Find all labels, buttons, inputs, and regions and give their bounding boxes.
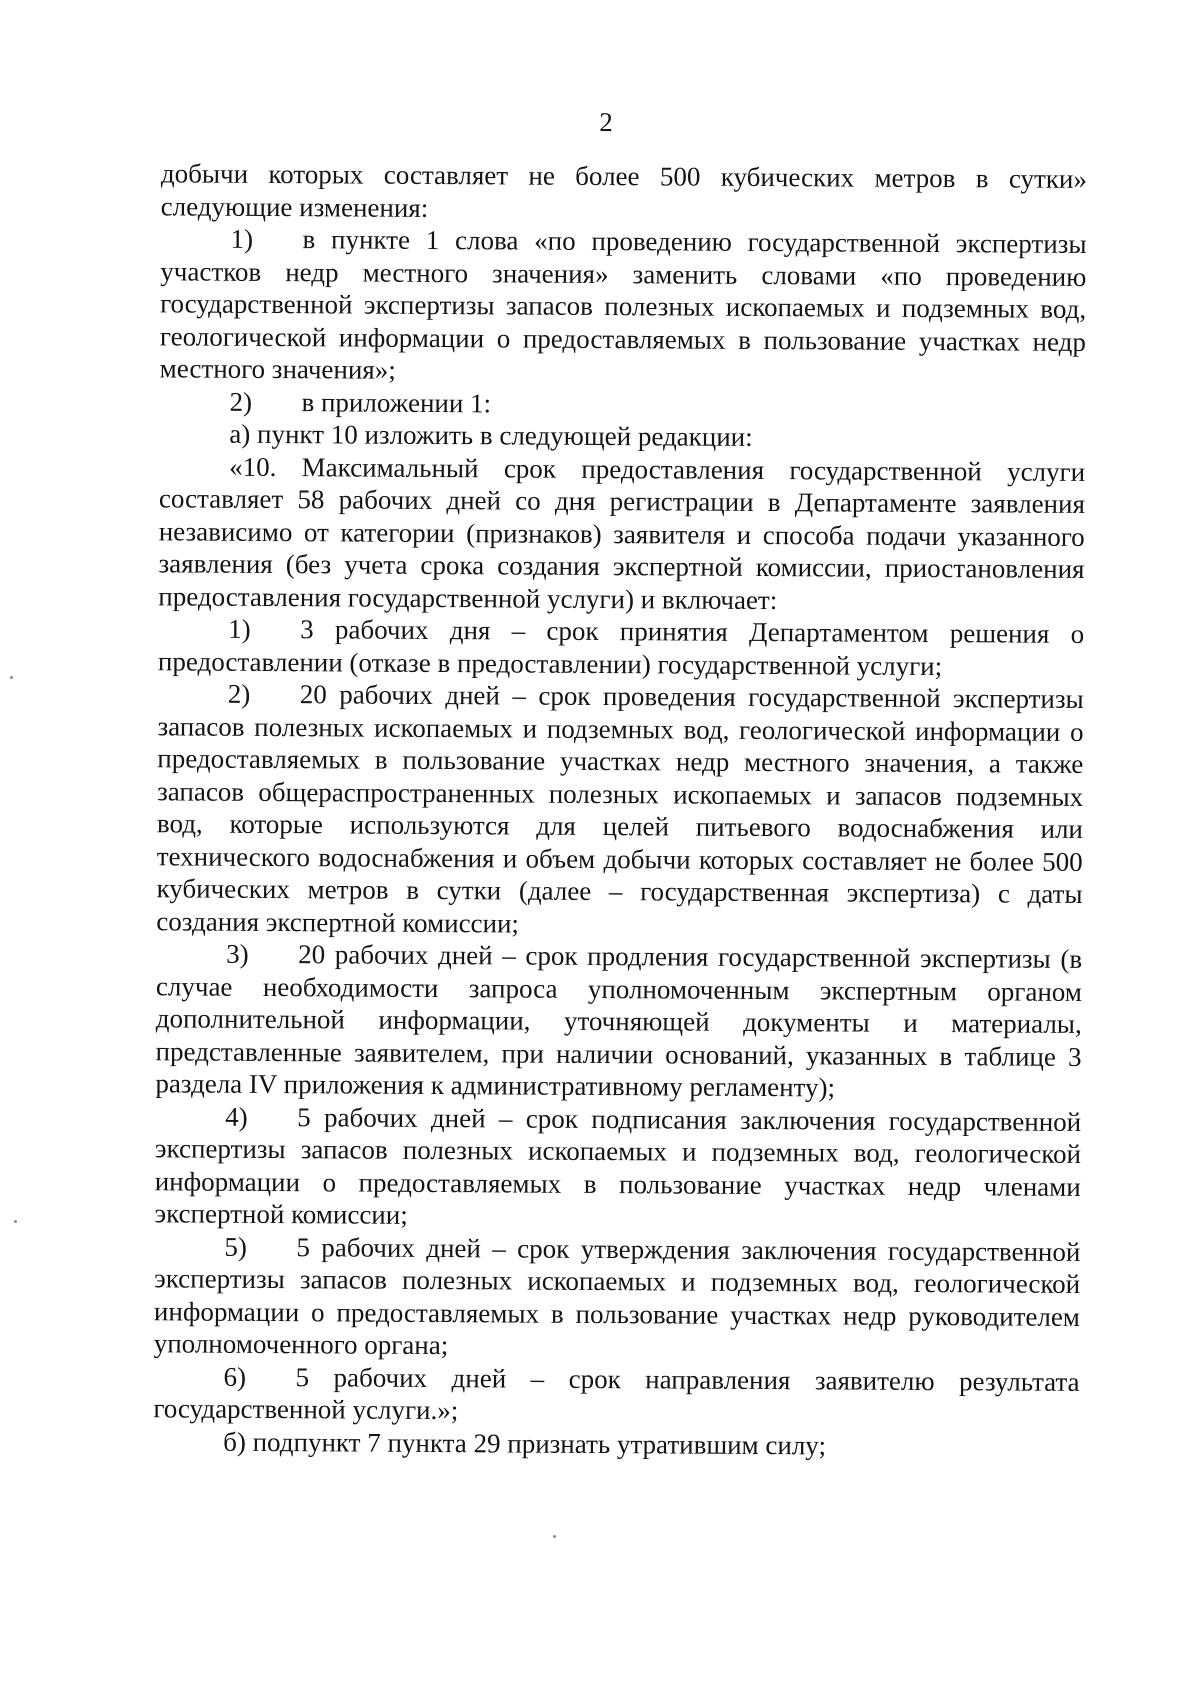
list-item-number: 3) [226, 938, 249, 969]
clause-item-4 [154, 1100, 1081, 1236]
list-item-number: 2) [229, 386, 253, 417]
clause-item-1 [158, 612, 1084, 683]
list-item-text: 5 рабочих дней – срок направления заявителю результата государственной услуги.»; [153, 1361, 1080, 1426]
list-item-number: 1) [230, 223, 254, 254]
clause-item-3 [155, 937, 1082, 1105]
list-item-number: 2) [227, 678, 251, 709]
list-item-number: 5) [224, 1231, 247, 1262]
list-item-text: 20 рабочих дней – срок проведения государственной экспертизы запасов полезных ископаемых и подземных вод, геологической информации о предоставляемых в пользование участках недр местного значения, а также запасов общераспространенных полезных ископаемых и запасов подземных вод, которые используются для целей питьевого водоснабжения или технического водоснабжения и объем добычи которых составляет не более 500 кубических метров в сутки (далее – государственная экспертиза) с даты создания экспертной комиссии; [156, 679, 1084, 939]
scan-speck [14, 1220, 17, 1223]
scan-speck [10, 676, 13, 679]
document-body [153, 157, 1087, 1463]
clause-item-6 [153, 1360, 1079, 1431]
list-item-text: 5 рабочих дней – срок подписания заключения государственной экспертизы запасов полезных ископаемых и подземных вод, геологической информации о предоставляемых в пользование участках недр членами экспертной комиссии; [154, 1101, 1082, 1230]
clause-item-2 [156, 677, 1084, 943]
paragraph-intro: добычи которых составляет не более 500 кубических метров в сутки» следующие изменения: [160, 158, 1088, 223]
list-item-text: в пункте 1 слова «по проведению государственной экспертизы участков недр местного значения» заменить словами «по проведению государственной экспертизы запасов полезных ископаемых и подземных вод, геологической информации о предоставляемых в пользование участках недр местного значения»; [159, 224, 1087, 385]
list-item-text: 20 рабочих дней – срок продления государственной экспертизы (в случае необходимости запроса уполномоченным экспертным органом дополнительной информации, уточняющей документы и материалы, представленные заявителем, при наличии оснований, указанных в таблице 3 раздела IV приложения к административному регламенту); [155, 939, 1083, 1103]
paragraph-subitem-a: а) пункт 10 изложить в следующей редакции: [229, 418, 753, 452]
list-item-text: 3 рабочих дня – срок принятия Департаментом решения о предоставлении (отказе в предоставлении) государственной услуги; [157, 614, 1085, 681]
list-item-number: 1) [228, 613, 251, 644]
page-number: 2 [599, 106, 613, 138]
paragraph-clause-10: «10. Максимальный срок предоставления государственной услуги составляет 58 рабочих дней со дня регистрации в Департаменте заявления независимо от категории (признаков) заявителя и способа подачи указанного заявления (без учета срока создания экспертной комиссии, приостановления предоставления государственной услуги) и включает: [158, 451, 1086, 615]
list-item-text: в приложении 1: [301, 386, 492, 418]
list-item-text: 5 рабочих дней – срок утверждения заключения государственной экспертизы запасов полезных ископаемых и подземных вод, геологической информации о предоставляемых в пользование участках недр руководителем уполномоченного органа; [153, 1231, 1081, 1361]
list-item-1 [160, 222, 1087, 390]
scan-speck [553, 1535, 556, 1538]
list-item-number: 6) [223, 1361, 247, 1392]
paragraph-subitem-b: б) подпункт 7 пункта 29 признать утратившим силу; [223, 1426, 827, 1460]
clause-item-5 [154, 1230, 1081, 1366]
list-item-number: 4) [225, 1101, 248, 1132]
